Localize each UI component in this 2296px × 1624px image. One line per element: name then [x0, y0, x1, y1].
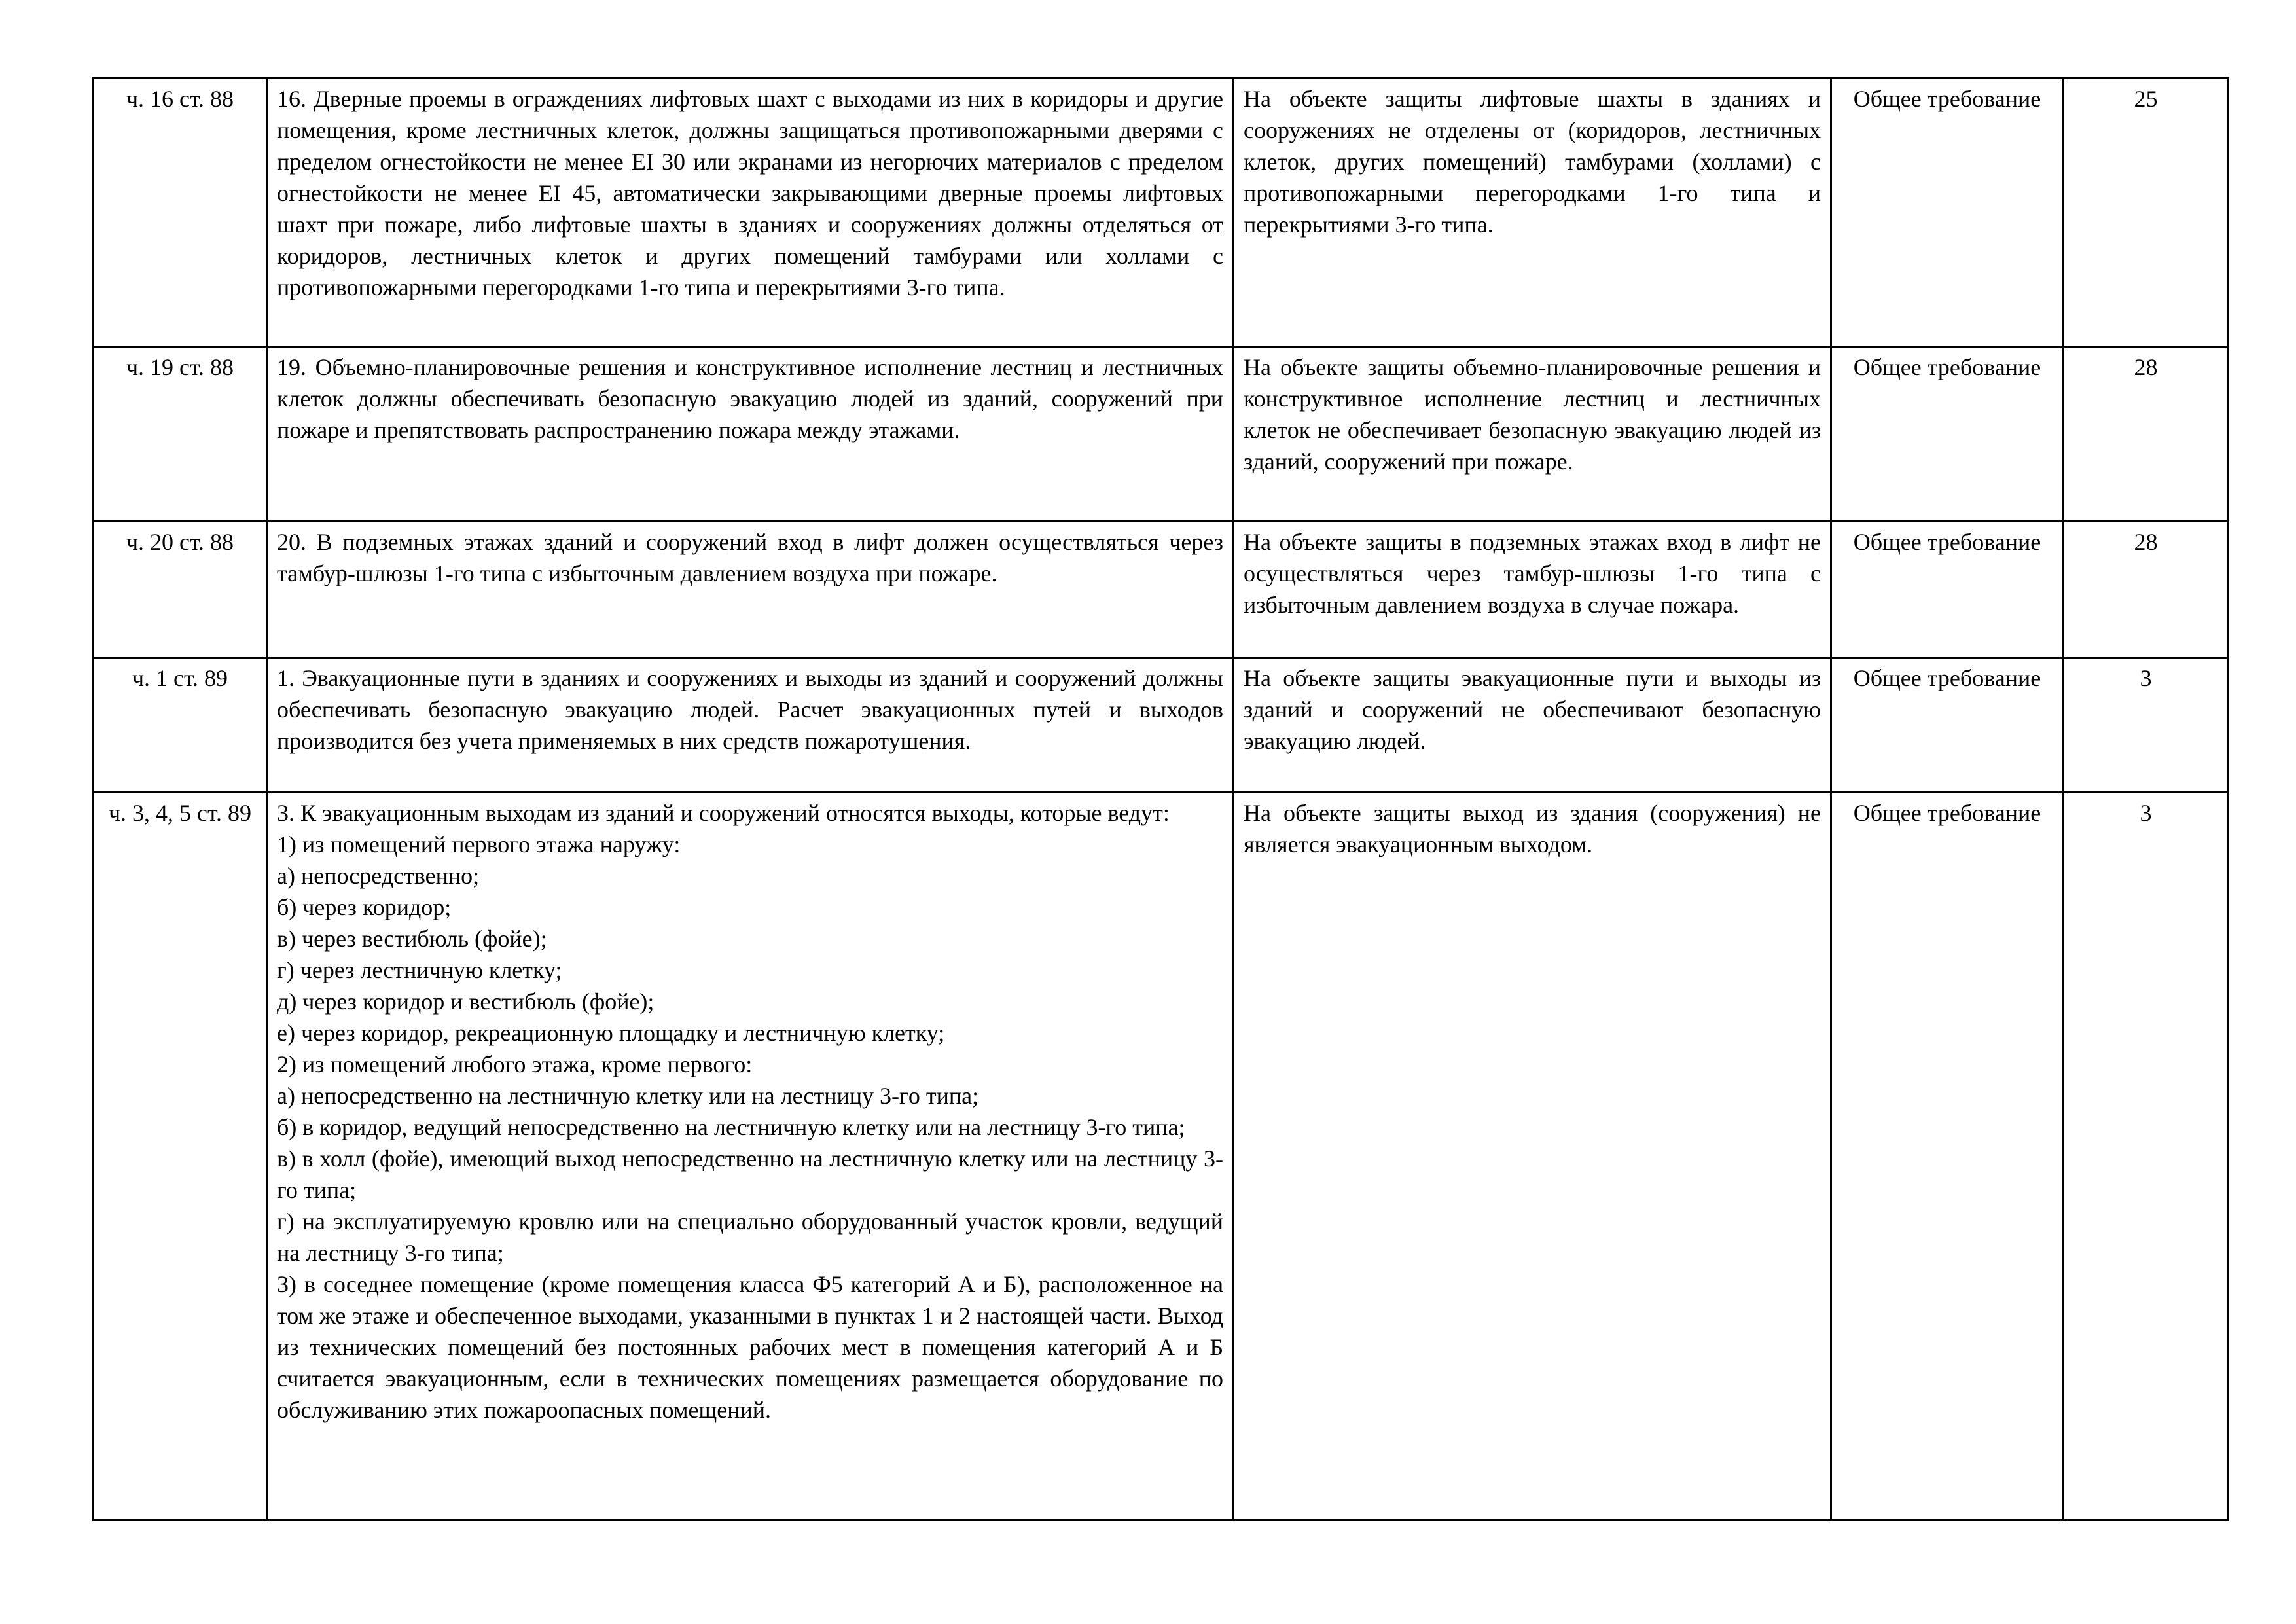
requirement-kind-cell: Общее требование: [1831, 793, 2064, 1521]
requirement-line: в) через вестибюль (фойе);: [277, 926, 547, 952]
requirement-text-cell: 20. В подземных этажах зданий и сооружений вход в лифт должен осуществляться через тамбур-шлюзы 1-го типа с избыточным давлением воздуха при пожаре.: [267, 522, 1234, 658]
requirement-line: г) на эксплуатируемую кровлю или на специально оборудованный участок кровли, ведущий на лестницу 3-го типа;: [277, 1208, 1223, 1266]
requirement-line: в) в холл (фойе), имеющий выход непосредственно на лестничную клетку или на лестницу 3-го типа;: [277, 1146, 1223, 1203]
number-cell: 28: [2064, 522, 2229, 658]
violation-text-cell: На объекте защиты эвакуационные пути и выходы из зданий и сооружений не обеспечивают безопасную эвакуацию людей.: [1234, 658, 1831, 793]
table-row: [94, 522, 2229, 658]
requirement-line: а) непосредственно;: [277, 863, 480, 889]
violation-text-cell: На объекте защиты лифтовые шахты в зданиях и сооружениях не отделены от (коридоров, лестничных клеток, других помещений) тамбурами (холлами) с противопожарными перегородками 1-го типа и перекрытиями 3-го типа.: [1234, 79, 1831, 347]
requirement-line: г) через лестничную клетку;: [277, 957, 562, 983]
document-page: [92, 77, 2227, 1521]
requirement-text-cell: 19. Объемно-планировочные решения и конструктивное исполнение лестниц и лестничных клеток должны обеспечивать безопасную эвакуацию людей из зданий, сооружений при пожаре и препятствовать распространению пожара между этажами.: [267, 347, 1234, 522]
table-row: [94, 347, 2229, 522]
requirement-line: б) через коридор;: [277, 894, 452, 920]
requirement-line: 3. К эвакуационным выходам из зданий и сооружений относятся выходы, которые ведут:: [277, 800, 1170, 826]
requirement-line: д) через коридор и вестибюль (фойе);: [277, 988, 655, 1015]
requirement-text-cell: 16. Дверные проемы в ограждениях лифтовых шахт с выходами из них в коридоры и другие помещения, кроме лестничных клеток, должны защищаться противопожарными дверями с пределом огнестойкости не менее EI 30 или экранами из негорючих материалов с пределом огнестойкости не менее EI 45, автоматически закрывающими дверные проемы лифтовых шахт при пожаре, либо лифтовые шахты в зданиях и сооружениях должны отделяться от коридоров, лестничных клеток и других помещений тамбурами или холлами с противопожарными перегородками 1-го типа и перекрытиями 3-го типа.: [267, 79, 1234, 347]
violation-text-cell: На объекте защиты выход из здания (сооружения) не является эвакуационным выходом.: [1234, 793, 1831, 1521]
violation-text-cell: На объекте защиты в подземных этажах вход в лифт не осуществляться через тамбур-шлюзы 1-го типа с избыточным давлением воздуха в случае пожара.: [1234, 522, 1831, 658]
requirement-line: 3) в соседнее помещение (кроме помещения класса Ф5 категорий А и Б), расположенное на том же этаже и обеспеченное выходами, указанными в пунктах 1 и 2 настоящей части. Выход из технических помещений без постоянных рабочих мест в помещения категорий А и Б считается эвакуационным, если в технических помещениях размещается оборудование по обслуживанию этих пожароопасных помещений.: [277, 1271, 1223, 1423]
requirement-kind-cell: Общее требование: [1831, 658, 2064, 793]
number-cell: 3: [2064, 793, 2229, 1521]
norm-reference-cell: ч. 1 ст. 89: [94, 658, 267, 793]
norm-reference-cell: ч. 16 ст. 88: [94, 79, 267, 347]
violation-text-cell: На объекте защиты объемно-планировочные решения и конструктивное исполнение лестниц и лестничных клеток не обеспечивает безопасную эвакуацию людей из зданий, сооружений при пожаре.: [1234, 347, 1831, 522]
number-cell: 25: [2064, 79, 2229, 347]
requirement-line: б) в коридор, ведущий непосредственно на лестничную клетку или на лестницу 3-го типа;: [277, 1114, 1185, 1140]
number-cell: 28: [2064, 347, 2229, 522]
requirement-kind-cell: Общее требование: [1831, 522, 2064, 658]
norm-reference-cell: ч. 19 ст. 88: [94, 347, 267, 522]
requirement-kind-cell: Общее требование: [1831, 347, 2064, 522]
requirement-line: 1) из помещений первого этажа наружу:: [277, 831, 681, 857]
requirement-line: а) непосредственно на лестничную клетку или на лестницу 3-го типа;: [277, 1083, 979, 1109]
requirement-line: е) через коридор, рекреационную площадку и лестничную клетку;: [277, 1020, 945, 1046]
requirements-table: [92, 77, 2229, 1521]
requirement-text-cell: [267, 793, 1234, 1521]
table-row: [94, 658, 2229, 793]
requirement-text-cell: 1. Эвакуационные пути в зданиях и сооружениях и выходы из зданий и сооружений должны обеспечивать безопасную эвакуацию людей. Расчет эвакуационных путей и выходов производится без учета применяемых в них средств пожаротушения.: [267, 658, 1234, 793]
table-row: [94, 793, 2229, 1521]
number-cell: 3: [2064, 658, 2229, 793]
requirement-line: 2) из помещений любого этажа, кроме первого:: [277, 1051, 753, 1077]
requirement-kind-cell: Общее требование: [1831, 79, 2064, 347]
table-row: [94, 79, 2229, 347]
norm-reference-cell: ч. 20 ст. 88: [94, 522, 267, 658]
norm-reference-cell: ч. 3, 4, 5 ст. 89: [94, 793, 267, 1521]
